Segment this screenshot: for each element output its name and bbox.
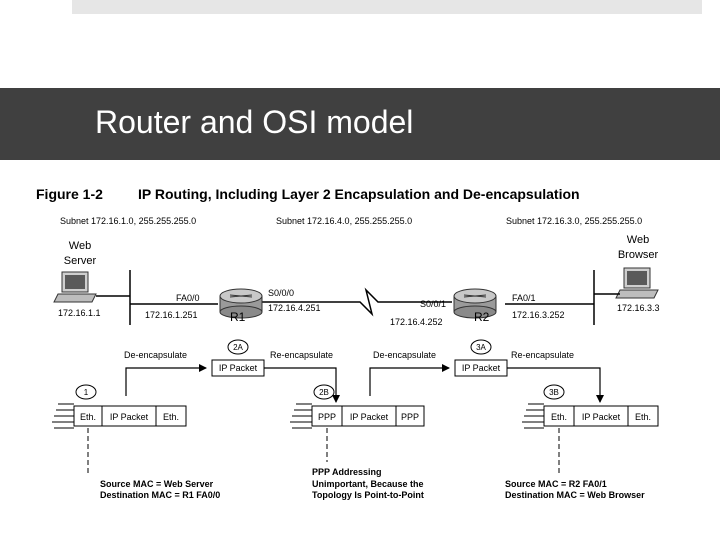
svg-text:Eth.: Eth. xyxy=(79,412,97,422)
middle-note-line1: PPP Addressing xyxy=(312,467,382,477)
svg-text:3B: 3B xyxy=(549,388,559,397)
frame-ethernet-left xyxy=(52,404,186,428)
subnet-left-label: Subnet 172.16.1.0, 255.255.255.0 xyxy=(60,216,197,226)
web-server-label-line2: Server xyxy=(63,255,97,267)
svg-text:IP Packet: IP Packet xyxy=(349,412,389,422)
subnet-middle-label: Subnet 172.16.4.0, 255.255.255.0 xyxy=(276,216,413,226)
right-note-line2: Destination MAC = Web Browser xyxy=(505,490,645,500)
right-note-line1: Source MAC = R2 FA0/1 xyxy=(505,479,607,489)
svg-text:Eth.: Eth. xyxy=(550,412,568,422)
step-badge-2b xyxy=(314,385,334,399)
svg-text:2A: 2A xyxy=(233,343,243,352)
r1-serial-interface-label: S0/0/0 xyxy=(268,288,295,298)
svg-text:Eth.: Eth. xyxy=(162,412,180,422)
svg-text:PPP: PPP xyxy=(400,412,420,422)
middle-note-line2: Unimportant, Because the xyxy=(312,479,424,489)
router-r1-label: R1 xyxy=(230,310,246,324)
r2-serial-interface-label: S0/0/1 xyxy=(420,299,447,309)
svg-text:Eth.: Eth. xyxy=(634,412,652,422)
web-browser-label-line2: Browser xyxy=(617,249,659,261)
svg-text:1: 1 xyxy=(83,388,89,397)
left-note-line1: Source MAC = Web Server xyxy=(100,479,214,489)
web-server-ip: 172.16.1.1 xyxy=(58,308,101,318)
flow-arrow-r2-in xyxy=(370,368,449,396)
step-badge-1 xyxy=(76,385,96,399)
r2-decapsulate-label: De-encapsulate xyxy=(373,350,437,360)
r1-decapsulate-label: De-encapsulate xyxy=(124,350,188,360)
flow-arrow-r1-in xyxy=(126,368,206,396)
r1-serial-interface-ip: 172.16.4.251 xyxy=(268,303,321,313)
r1-fa-interface-ip: 172.16.1.251 xyxy=(145,310,198,320)
router-r2-label: R2 xyxy=(474,310,490,324)
middle-note-line3: Topology Is Point-to-Point xyxy=(312,490,424,500)
web-server-computer-icon xyxy=(54,272,96,302)
web-browser-ip: 172.16.3.3 xyxy=(617,303,660,313)
r1-ip-packet-label: IP Packet xyxy=(218,363,258,373)
r2-ip-packet-label: IP Packet xyxy=(461,363,501,373)
r1-fa-interface-label: FA0/0 xyxy=(176,293,200,303)
svg-text:IP Packet: IP Packet xyxy=(109,412,149,422)
r2-fa-interface-ip: 172.16.3.252 xyxy=(512,310,565,320)
svg-text:IP Packet: IP Packet xyxy=(581,412,621,422)
step-badge-2a xyxy=(228,340,248,354)
step-badge-3b xyxy=(544,385,564,399)
subnet-right-label: Subnet 172.16.3.0, 255.255.255.0 xyxy=(506,216,643,226)
svg-text:2B: 2B xyxy=(319,388,329,397)
figure-number: Figure 1-2 xyxy=(36,186,103,202)
frame-ppp-middle xyxy=(290,404,424,428)
svg-text:3A: 3A xyxy=(476,343,486,352)
r1-reencapsulate-label: Re-encapsulate xyxy=(270,350,334,360)
slide-title: Router and OSI model xyxy=(95,104,414,140)
web-browser-computer-icon xyxy=(616,268,658,298)
r2-fa-interface-label: FA0/1 xyxy=(512,293,536,303)
left-note-line2: Destination MAC = R1 FA0/0 xyxy=(100,490,221,500)
r2-reencapsulate-label: Re-encapsulate xyxy=(511,350,575,360)
frame-ethernet-right xyxy=(522,404,658,428)
web-browser-label-line1: Web xyxy=(626,234,650,246)
figure-caption: IP Routing, Including Layer 2 Encapsulation and De-encapsulation xyxy=(138,186,580,202)
step-badge-3a xyxy=(471,340,491,354)
svg-text:PPP: PPP xyxy=(317,412,337,422)
web-server-label-line1: Web xyxy=(68,240,92,252)
r2-serial-interface-ip: 172.16.4.252 xyxy=(390,317,443,327)
